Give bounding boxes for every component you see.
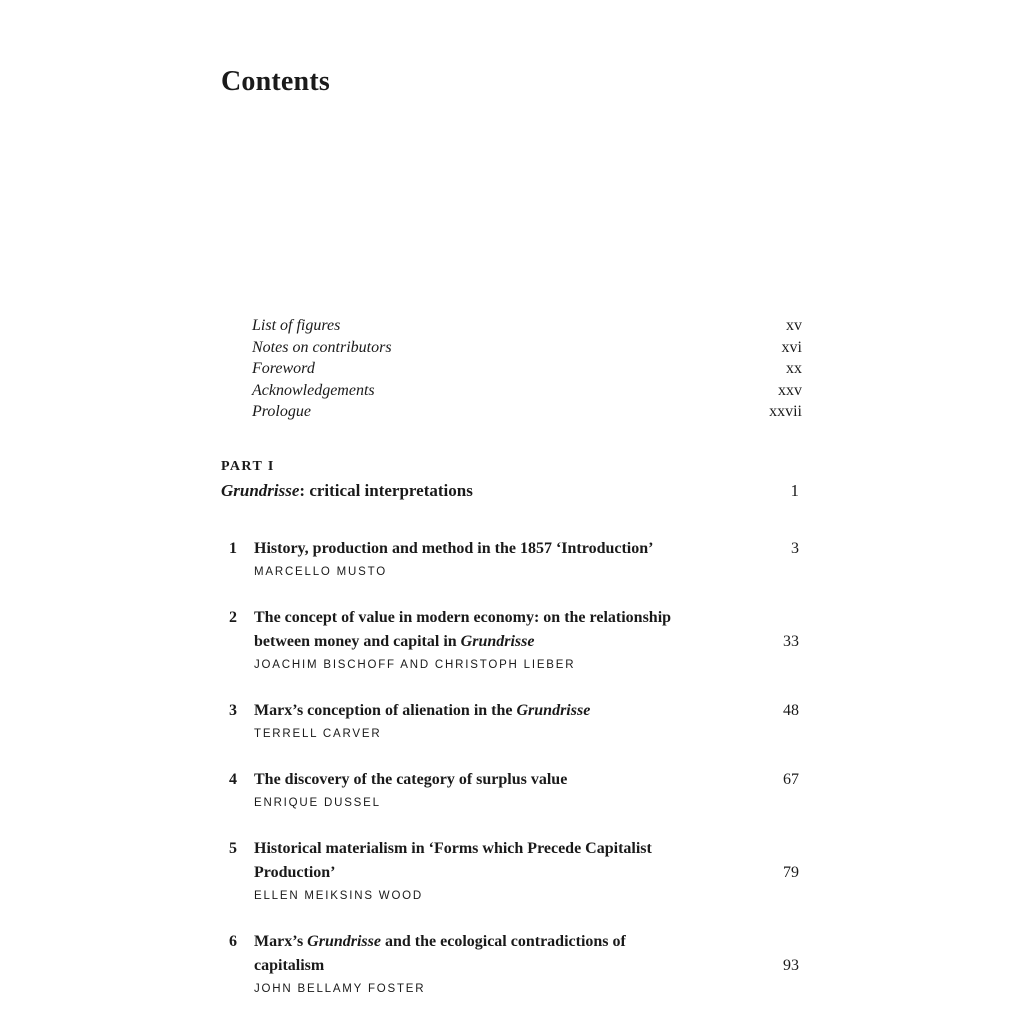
chapter-author: JOHN BELLAMY FOSTER <box>254 983 426 995</box>
page-number: xvi <box>781 338 802 356</box>
page-number: 67 <box>783 771 799 788</box>
chapter-title-line-1: Marx’s Grundrisse and the ecological contradictions of <box>254 933 626 950</box>
page-number: xxv <box>778 381 802 399</box>
chapter-author: TERRELL CARVER <box>254 728 382 740</box>
chapter-number: 3 <box>229 702 237 719</box>
chapter-number: 5 <box>229 840 237 857</box>
front-matter-label: Notes on contributors <box>252 338 392 356</box>
part-title-rest: : critical interpretations <box>299 481 473 500</box>
chapter-title: History, production and method in the 1857 ‘Introduction’ <box>254 540 654 557</box>
page-number: 48 <box>783 702 799 719</box>
chapter-entry <box>229 768 799 812</box>
chapter-title-line-2: capitalism <box>254 957 325 974</box>
chapter-entry <box>229 837 799 905</box>
list-item <box>252 380 802 402</box>
part-title <box>221 480 473 502</box>
part-heading <box>221 480 799 502</box>
chapter-author: JOACHIM BISCHOFF AND CHRISTOPH LIEBER <box>254 659 576 671</box>
page-number: xxvii <box>769 403 802 420</box>
chapter-entry <box>229 537 799 581</box>
chapter-title: The discovery of the category of surplus value <box>254 771 568 788</box>
page-number: xx <box>786 360 802 377</box>
chapter-number: 4 <box>229 771 237 788</box>
chapter-entry <box>229 699 799 743</box>
page-title: Contents <box>221 66 330 97</box>
list-item <box>252 401 802 423</box>
chapter-title-line-1: Historical materialism in ‘Forms which Precede Capitalist <box>254 840 652 857</box>
page-number: 3 <box>791 540 799 557</box>
chapter-number: 6 <box>229 933 237 950</box>
page-number: 79 <box>783 864 799 881</box>
chapter-number: 2 <box>229 609 237 626</box>
chapter-entry <box>229 606 799 674</box>
front-matter-label: Acknowledgements <box>252 381 375 399</box>
list-item <box>252 358 802 380</box>
part-title-italic: Grundrisse <box>221 481 300 500</box>
front-matter-label: Prologue <box>252 403 311 420</box>
chapter-number: 1 <box>229 540 237 557</box>
page-number: 93 <box>783 957 799 974</box>
chapter-title-line-2: Production’ <box>254 864 336 881</box>
front-matter-list <box>252 315 802 423</box>
title-italic: Grundrisse <box>307 933 381 950</box>
part-label: PART I <box>221 459 275 474</box>
list-item <box>252 315 802 337</box>
chapter-author: ELLEN MEIKSINS WOOD <box>254 890 424 902</box>
chapter-title: Marx’s conception of alienation in the Grundrisse <box>254 702 591 719</box>
chapter-title-line-1: The concept of value in modern economy: on the relationship <box>254 609 672 626</box>
chapter-title-line-2: between money and capital in Grundrisse <box>254 633 535 650</box>
chapter-author: MARCELLO MUSTO <box>254 566 387 578</box>
chapter-entry <box>229 930 799 998</box>
page-number: 33 <box>783 633 799 650</box>
front-matter-label: Foreword <box>252 360 315 377</box>
page-number: xv <box>786 317 802 334</box>
title-italic: Grundrisse <box>516 702 591 719</box>
chapter-author: ENRIQUE DUSSEL <box>254 797 381 809</box>
list-item <box>252 337 802 359</box>
page-number: 1 <box>790 481 799 500</box>
title-italic: Grundrisse <box>460 633 535 650</box>
front-matter-label: List of figures <box>252 317 341 334</box>
